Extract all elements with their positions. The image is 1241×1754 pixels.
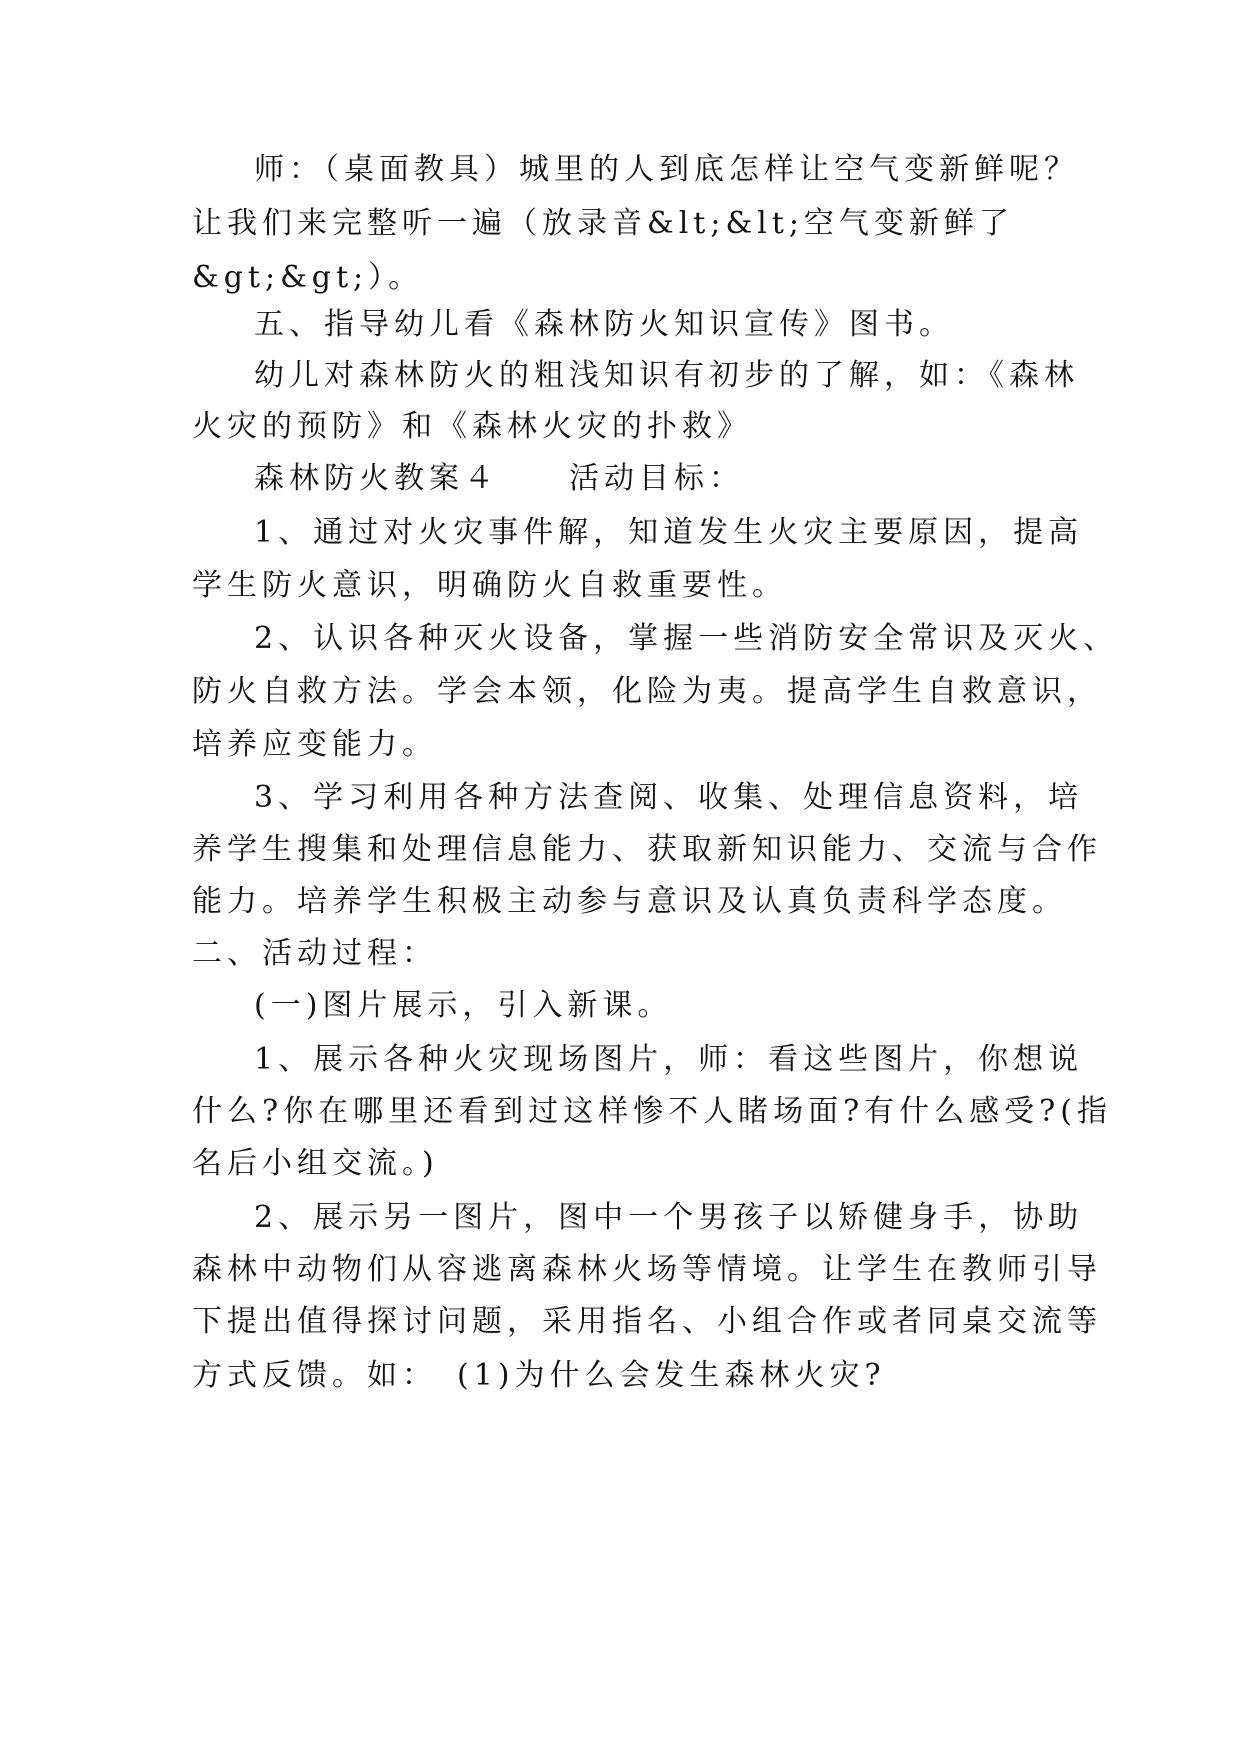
text-line: 师：（桌面教具）城里的人到底怎样让空气变新鲜呢？ — [254, 152, 1079, 187]
text-line: 3、学习利用各种方法查阅、收集、处理信息资料，培 — [254, 780, 1084, 815]
text-line: 下提出值得探讨问题，采用指名、小组合作或者同桌交流等 — [192, 1304, 1102, 1339]
text-line: 1、通过对火灾事件解，知道发生火灾主要原因，提高 — [254, 515, 1084, 550]
text-line: 名后小组交流。) — [192, 1146, 439, 1181]
text-line: 什么?你在哪里还看到过这样惨不人睹场面?有什么感受?(指 — [192, 1094, 1112, 1129]
text-line: 森林中动物们从容逃离森林火场等情境。让学生在教师引导 — [192, 1252, 1102, 1287]
text-line: 幼儿对森林防火的粗浅知识有初步的了解，如：《森林 — [254, 358, 1079, 393]
text-line: 2、展示另一图片，图中一个男孩子以矫健身手，协助 — [254, 1200, 1084, 1235]
text-line: &gt;&gt;）。 — [192, 260, 424, 295]
text-line: 五、指导幼儿看《森林防火知识宣传》图书。 — [254, 307, 954, 342]
text-line: (一)图片展示，引入新课。 — [254, 988, 673, 1023]
text-line: 2、认识各种灭火设备，掌握一些消防安全常识及灭火、 — [254, 621, 1119, 656]
text-line: 让我们来完整听一遍（放录音&lt;&lt;空气变新鲜了 — [192, 206, 1014, 241]
text-line: 培养应变能力。 — [192, 727, 437, 762]
text-line: 1、展示各种火灾现场图片，师：看这些图片，你想说 — [254, 1042, 1084, 1077]
text-line: 学生防火意识，明确防火自救重要性。 — [192, 568, 787, 603]
section-heading: 森林防火教案４ 活动目标： — [254, 461, 744, 496]
section-heading: 二、活动过程： — [192, 936, 437, 971]
text-line: 防火自救方法。学会本领，化险为夷。提高学生自救意识， — [192, 674, 1102, 709]
text-line: 方式反馈。如： (1)为什么会发生森林火灾? — [192, 1358, 886, 1393]
text-line: 火灾的预防》和《森林火灾的扑救》 — [192, 409, 752, 444]
text-line: 能力。培养学生积极主动参与意识及认真负责科学态度。 — [192, 884, 1067, 919]
text-line: 养学生搜集和处理信息能力、获取新知识能力、交流与合作 — [192, 832, 1102, 867]
